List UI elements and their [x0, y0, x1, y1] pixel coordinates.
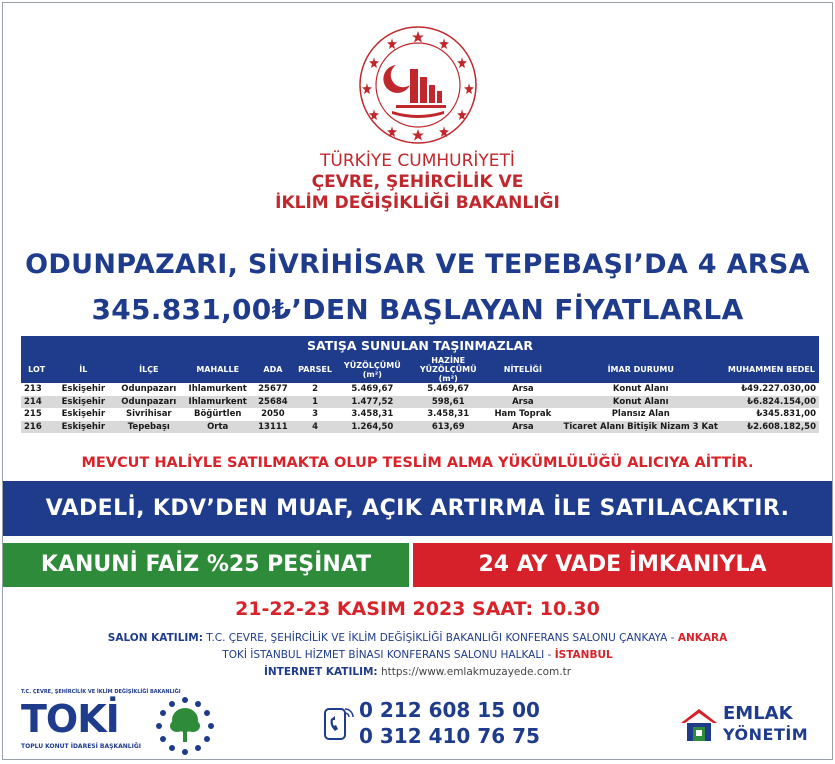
- sale-condition-warning: MEVCUT HALİYLE SATILMAKTA OLUP TESLİM ALMA YÜKÜMLÜLÜĞÜ ALICIYA AİTTİR.: [81, 455, 754, 471]
- cell-lot: 213: [21, 383, 52, 396]
- cell-ada: 25677: [252, 383, 294, 396]
- cell-ada: 2050: [252, 408, 294, 421]
- down-payment-banner: KANUNİ FAİZ %25 PEŞİNAT: [3, 543, 409, 587]
- header-niteligi: NİTELİĞİ: [488, 356, 558, 383]
- ministry-line-1: TÜRKİYE CUMHURİYETİ: [320, 151, 515, 171]
- cell-mahalle: Ihlamurkent: [183, 396, 252, 409]
- emlak-line-2: YÖNETİM: [723, 725, 809, 744]
- cell-lot: 215: [21, 408, 52, 421]
- salon-city-1: ANKARA: [677, 632, 728, 644]
- phone-icon: [321, 703, 355, 743]
- property-table-grid: [21, 356, 819, 433]
- header-hazine: HAZİNE YÜZÖLÇÜMÜ (m²): [408, 356, 488, 383]
- cell-niteligi: Arsa: [488, 421, 558, 434]
- cell-ada: 13111: [252, 421, 294, 434]
- header-bedel: MUHAMMEN BEDEL: [724, 356, 819, 383]
- cell-ilce: Odunpazarı: [114, 383, 183, 396]
- cell-bedel: ₺345.831,00: [724, 408, 819, 421]
- cell-bedel: ₺6.824.154,00: [724, 396, 819, 409]
- cell-il: Eskişehir: [52, 383, 114, 396]
- ministry-line-3: İKLİM DEĞİŞİKLİĞİ BAKANLIĞI: [275, 193, 560, 213]
- cell-imar: Plansız Alan: [558, 408, 724, 421]
- cell-bedel: ₺49.227.030,00: [724, 383, 819, 396]
- cell-mahalle: Ihlamurkent: [183, 383, 252, 396]
- ministry-name: [3, 151, 832, 214]
- header-mahalle: MAHALLE: [183, 356, 252, 383]
- phone-number-istanbul[interactable]: 0 212 608 15 00: [359, 698, 540, 722]
- cell-mahalle: Böğürtlen: [183, 408, 252, 421]
- emlak-line-1: EMLAK: [723, 703, 793, 724]
- cell-imar: Konut Alanı: [558, 396, 724, 409]
- header-lot: LOT: [21, 356, 52, 383]
- cell-niteligi: Arsa: [488, 383, 558, 396]
- ministry-emblem-icon: [358, 25, 478, 145]
- internet-info: [3, 666, 832, 678]
- salon-info-line-2: [3, 649, 832, 661]
- cell-yuzolcumu: 3.458,31: [336, 408, 408, 421]
- header-ada: ADA: [252, 356, 294, 383]
- salon-location-1: T.C. ÇEVRE, ŞEHİRCİLİK VE İKLİM DEĞİŞİKLİĞİ BAKANLIĞI KONFERANS SALONU ÇANKAYA -: [206, 632, 678, 644]
- cell-yuzolcumu: 1.477,52: [336, 396, 408, 409]
- auction-date: 21-22-23 KASIM 2023 SAAT: 10.30: [235, 598, 600, 620]
- cell-imar: Konut Alanı: [558, 383, 724, 396]
- cell-il: Eskişehir: [52, 408, 114, 421]
- header-imar: İMAR DURUMU: [558, 356, 724, 383]
- cell-parsel: 3: [294, 408, 336, 421]
- header-yuzolcumu: YÜZÖLÇÜMÜ (m²): [336, 356, 408, 383]
- header-parsel: PARSEL: [294, 356, 336, 383]
- phone-number-ankara[interactable]: 0 312 410 76 75: [359, 724, 540, 748]
- table-row: [21, 396, 819, 409]
- cell-ada: 25684: [252, 396, 294, 409]
- cell-parsel: 4: [294, 421, 336, 434]
- cell-imar: Ticaret Alanı Bitişik Nizam 3 Kat: [558, 421, 724, 434]
- header-il: İL: [52, 356, 114, 383]
- advertisement-page: [2, 2, 833, 760]
- cell-bedel: ₺2.608.182,50: [724, 421, 819, 434]
- salon-info-line-1: [3, 632, 832, 644]
- headline-line-1: ODUNPAZARI, SİVRİHİSAR VE TEPEBAŞI’DA 4 ARSA: [25, 249, 810, 280]
- ministry-line-2: ÇEVRE, ŞEHİRCİLİK VE: [311, 172, 524, 192]
- salon-city-2: İSTANBUL: [554, 649, 613, 661]
- header-ilce: İLÇE: [114, 356, 183, 383]
- cell-hazine: 3.458,31: [408, 408, 488, 421]
- table-row: [21, 408, 819, 421]
- toki-top-text: T.C. ÇEVRE, ŞEHİRCİLİK VE İKLİM DEĞİŞİKLİĞİ BAKANLIĞI: [21, 689, 181, 695]
- cell-mahalle: Orta: [183, 421, 252, 434]
- internet-url-link[interactable]: https://www.emlakmuzayede.com.tr: [380, 666, 572, 678]
- table-title: SATIŞA SUNULAN TAŞINMAZLAR: [21, 336, 819, 356]
- cell-ilce: Odunpazarı: [114, 396, 183, 409]
- toki-wordmark: TOKİ: [21, 697, 119, 741]
- installment-banner: 24 AY VADE İMKANIYLA: [413, 543, 832, 587]
- cell-lot: 216: [21, 421, 52, 434]
- salon-label: SALON KATILIM:: [107, 632, 203, 644]
- cell-parsel: 1: [294, 396, 336, 409]
- toki-tree-emblem-icon: [155, 696, 215, 756]
- headline-line-2: 345.831,00₺’DEN BAŞLAYAN FİYATLARLA: [91, 293, 744, 326]
- salon-location-2: TOKİ İSTANBUL HİZMET BİNASI KONFERANS SALONU HALKALI -: [222, 649, 555, 661]
- cell-yuzolcumu: 1.264,50: [336, 421, 408, 434]
- cell-hazine: 613,69: [408, 421, 488, 434]
- house-icon: [679, 705, 719, 743]
- cell-parsel: 2: [294, 383, 336, 396]
- phone-numbers: [359, 697, 540, 749]
- cell-ilce: Tepebaşı: [114, 421, 183, 434]
- internet-label: İNTERNET KATILIM:: [263, 666, 378, 678]
- cell-niteligi: Arsa: [488, 396, 558, 409]
- table-header-row: [21, 356, 819, 383]
- cell-lot: 214: [21, 396, 52, 409]
- emlak-yonetim-logo: [679, 703, 819, 747]
- cell-il: Eskişehir: [52, 421, 114, 434]
- cell-niteligi: Ham Toprak: [488, 408, 558, 421]
- property-table: [21, 336, 819, 433]
- table-row: [21, 383, 819, 396]
- cell-yuzolcumu: 5.469,67: [336, 383, 408, 396]
- cell-hazine: 5.469,67: [408, 383, 488, 396]
- cell-ilce: Sivrihisar: [114, 408, 183, 421]
- cell-il: Eskişehir: [52, 396, 114, 409]
- toki-subtitle: TOPLU KONUT İDARESİ BAŞKANLIĞI: [21, 743, 141, 750]
- cell-hazine: 598,61: [408, 396, 488, 409]
- table-row: [21, 421, 819, 434]
- sale-terms-banner: VADELİ, KDV’DEN MUAF, AÇIK ARTIRMA İLE SATILACAKTIR.: [3, 481, 832, 536]
